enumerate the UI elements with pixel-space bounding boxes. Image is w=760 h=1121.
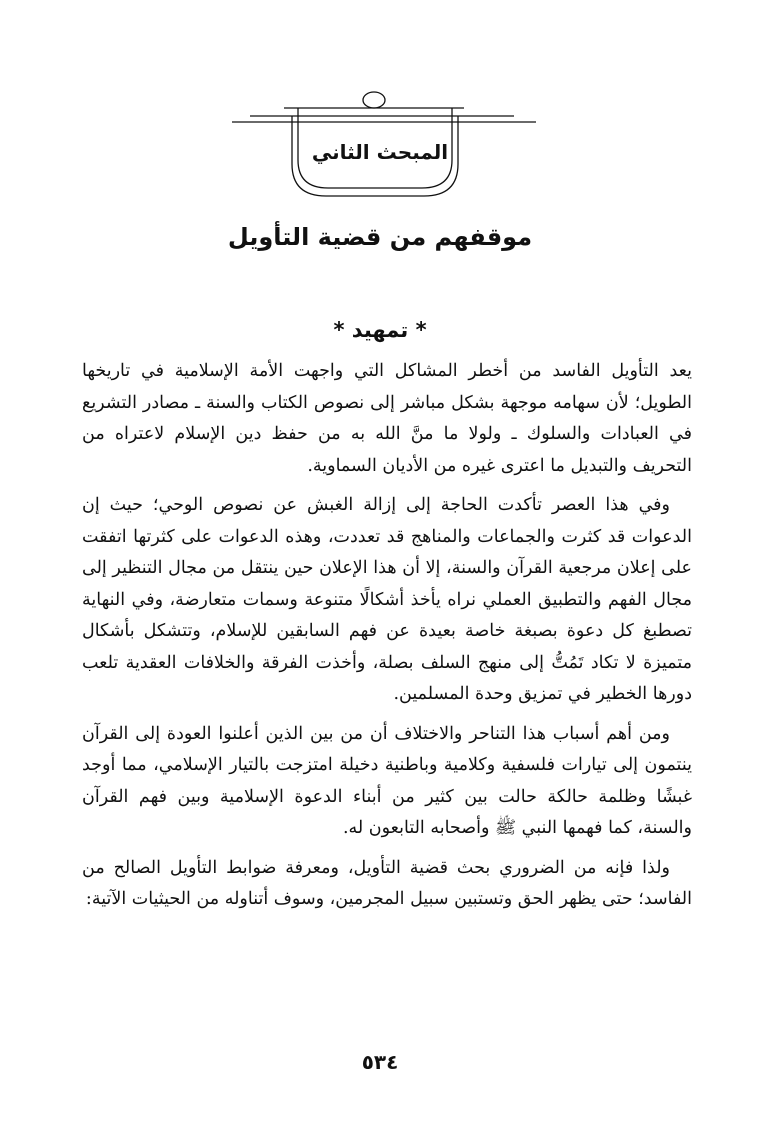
section-label: المبحث الثاني	[311, 140, 449, 164]
paragraph-3: ومن أهم أسباب هذا التناحر والاختلاف أن من بين الذين أعلنوا العودة إلى القرآن ينتمون إلى تيارات فلسفية وكلامية وباطنية دخيلة امتزجت بالتيار الإسلامي، مما أوجد غبشًا وظلمة حالكة حالت بين كثير من أبناء الدعوة الإسلامية وبين فهم القرآن والسنة، كما فهمها النبي ﷺ وأصحابه التابعون له.	[82, 723, 692, 838]
intro-heading: * تمهيد *	[333, 318, 427, 342]
chapter-title: موقفهم من قضية التأويل	[227, 223, 533, 251]
page-number: ٥٣٤	[361, 1050, 399, 1074]
paragraph-4: ولذا فإنه من الضروري بحث قضية التأويل، ومعرفة ضوابط التأويل الصالح من الفاسد؛ حتى يظهر الحق وتستبين سبيل المجرمين، وسوف أتناوله من الحيثيات الآتية:	[82, 857, 692, 909]
paragraph-2: وفي هذا العصر تأكدت الحاجة إلى إزالة الغبش عن نصوص الوحي؛ حيث إن الدعوات قد كثرت والجماعات والمناهج قد تعددت، وهذه الدعوات على كثرتها اتفقت على إعلان مرجعية القرآن والسنة، إلا أن هذا الإعلان حين ينتقل من مجال التنظير إلى مجال الفهم والتطبيق العملي نراه يأخذ أشكالًا متنوعة وسمات متعارضة، وفي النهاية تصطبغ كل دعوة بصبغة خاصة بعيدة عن فهم السابقين للإسلام، وتتشكل بأشكال متميزة لا تكاد تَمُتُّ إلى منهج السلف بصلة، وأخذت الفرقة والخلافات العقدية تلعب دورها الخطير في تمزيق وحدة المسلمين.	[82, 495, 692, 704]
paragraph-1: يعد التأويل الفاسد من أخطر المشاكل التي واجهت الأمة الإسلامية في تاريخها الطويل؛ لأن سهامه موجهة بشكل مباشر إلى نصوص الكتاب والسنة ـ مصادر التشريع في العبادات والسلوك ـ ولولا ما منَّ الله به من حفظ دين الإسلام لاعتراه من التحريف والتبديل ما اعترى غيره من الأديان السماوية.	[82, 361, 692, 476]
body-text	[82, 356, 692, 924]
